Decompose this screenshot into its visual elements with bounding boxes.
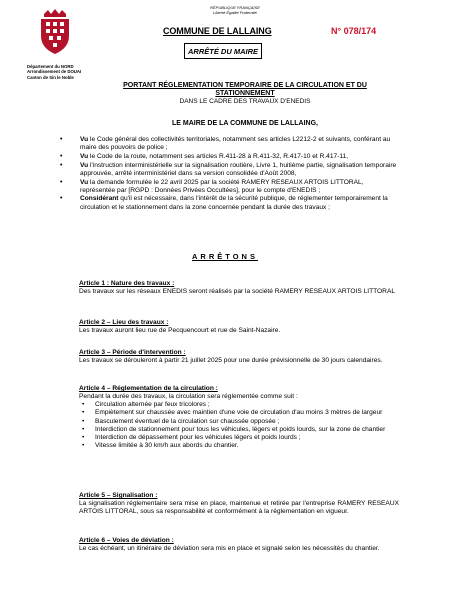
consideration-text: la demande formulée le 22 avril 2025 par la société RAMERY RESEAUX ARTOIS LITTORAL, représentée par [RGPD : Données Privées Occultées], pour le compte d'ENEDIS ; — [80, 178, 364, 194]
considerations-list — [60, 136, 400, 212]
circulation-rules-list — [79, 401, 399, 450]
document-subtitle: DANS LE CADRE DES TRAVAUX D'ENEDIS — [179, 98, 311, 105]
circulation-rule-item: • Vitesse limitée à 30 km/h aux abords du chantier. — [79, 442, 399, 450]
consideration-keyword: Vu — [80, 178, 89, 186]
article-body: Pendant la durée des travaux, la circulation sera réglementée comme suit : — [79, 393, 298, 400]
canton-line: Canton de Sin le Noble — [27, 74, 74, 80]
article-1 — [79, 280, 399, 296]
consideration-item — [60, 179, 400, 195]
consideration-item — [60, 162, 400, 178]
republique-line: RÉPUBLIQUE FRANÇAISE — [210, 5, 260, 10]
arrete-du-maire-box — [184, 43, 262, 59]
article-5 — [79, 492, 399, 516]
article-body: Les travaux se dérouleront à partir 21 juillet 2025 pour une durée prévisionnelle de 30 jours calendaires. — [79, 357, 383, 364]
article-title: Article 6 – Voies de déviation : — [79, 537, 174, 544]
article-title: Article 1 : Nature des travaux : — [79, 280, 175, 287]
arrondissement-line: Arrondissement de DOUAI — [27, 69, 82, 75]
article-title: Article 4 – Réglementation de la circulation : — [79, 385, 218, 392]
article-body: Le cas échéant, un itinéraire de déviation sera mis en place et signalé selon les nécessités du chantier. — [79, 545, 380, 552]
circulation-rule-item: • Interdiction de stationnement pour tous les véhicules, légers et poids lourds, sur la zone de chantier — [79, 426, 399, 434]
consideration-text: qu'il est nécessaire, dans l'intérêt de la sécurité publique, de réglementer temporairement la circulation et le stationnement dans la zone concernée pendant la durée des travaux ; — [80, 195, 388, 211]
consideration-text: le Code général des collectivités territoriales, notamment ses articles L2212-2 et suivants, conférant au maire des pouvoirs de police ; — [80, 136, 391, 152]
article-title: Article 3 – Période d'intervention : — [79, 349, 186, 356]
consideration-keyword: Considérant — [80, 195, 119, 203]
arretons-heading: ARRÊTONS — [192, 252, 258, 261]
consideration-keyword: Vu — [80, 152, 89, 160]
arrete-du-maire-label: ARRÊTÉ DU MAIRE — [187, 46, 258, 56]
circulation-rule-item: • Interdiction de dépassement pour les véhicules légers et poids lourds ; — [79, 434, 399, 442]
article-body: La signalisation réglementaire sera mise en place, maintenue et retirée par l'entreprise RAMERY RESEAUX ARTOIS LITTORAL, sous sa responsabilité et conformément à la réglementation en vigueur. — [79, 500, 399, 516]
article-body: Des travaux sur les réseaux ENEDIS seront réalisés par la société RAMERY RESEAUX ARTOIS LITTORAL — [79, 288, 396, 295]
article-6 — [79, 537, 399, 553]
arrete-number: N° 078/174 — [331, 26, 377, 36]
article-4 — [79, 385, 399, 450]
republique-francaise-mention — [190, 5, 280, 15]
commune-crest-logo — [38, 8, 72, 56]
departement-line: Département du NORD — [27, 64, 74, 69]
article-2 — [79, 319, 399, 335]
consideration-item — [60, 136, 400, 152]
maire-heading: LE MAIRE DE LA COMMUNE DE LALLAING, — [172, 120, 318, 127]
article-body: Les travaux auront lieu rue de Pecquencourt et rue de Saint-Nazaire. — [79, 327, 281, 334]
devise-line: Liberté Égalité Fraternité — [213, 10, 257, 15]
circulation-rule-item: • Circulation alternée par feux tricolores ; — [79, 401, 399, 409]
administrative-division — [27, 64, 117, 80]
consideration-keyword: Vu — [80, 136, 89, 143]
consideration-item — [60, 153, 400, 161]
consideration-item — [60, 195, 400, 211]
consideration-keyword: Vu — [80, 161, 89, 169]
document-title: PORTANT RÉGLEMENTATION TEMPORAIRE DE LA CIRCULATION ET DU STATIONNEMENT — [123, 82, 367, 97]
consideration-text: le Code de la route, notamment ses articles R.411-28 à R.411-32, R.417-10 et R.417-11, — [88, 152, 349, 160]
consideration-text: l'instruction interministérielle sur la signalisation routière, Livre 1, huitième partie, signalisation temporaire approuvée, arrêté interministériel dans sa version consolidée d'Août 2008, — [80, 161, 397, 177]
circulation-rule-item: • Empiètement sur chaussée avec maintien d'une voie de circulation d'au moins 3 mètres de largeur — [79, 409, 399, 417]
article-title: Article 2 – Lieu des travaux : — [79, 319, 169, 326]
article-title: Article 5 – Signalisation : — [79, 492, 158, 499]
circulation-rule-item: • Basculement éventuel de la circulation sur chaussée opposée ; — [79, 418, 399, 426]
article-3 — [79, 349, 399, 365]
commune-name: COMMUNE DE LALLAING — [163, 26, 272, 36]
